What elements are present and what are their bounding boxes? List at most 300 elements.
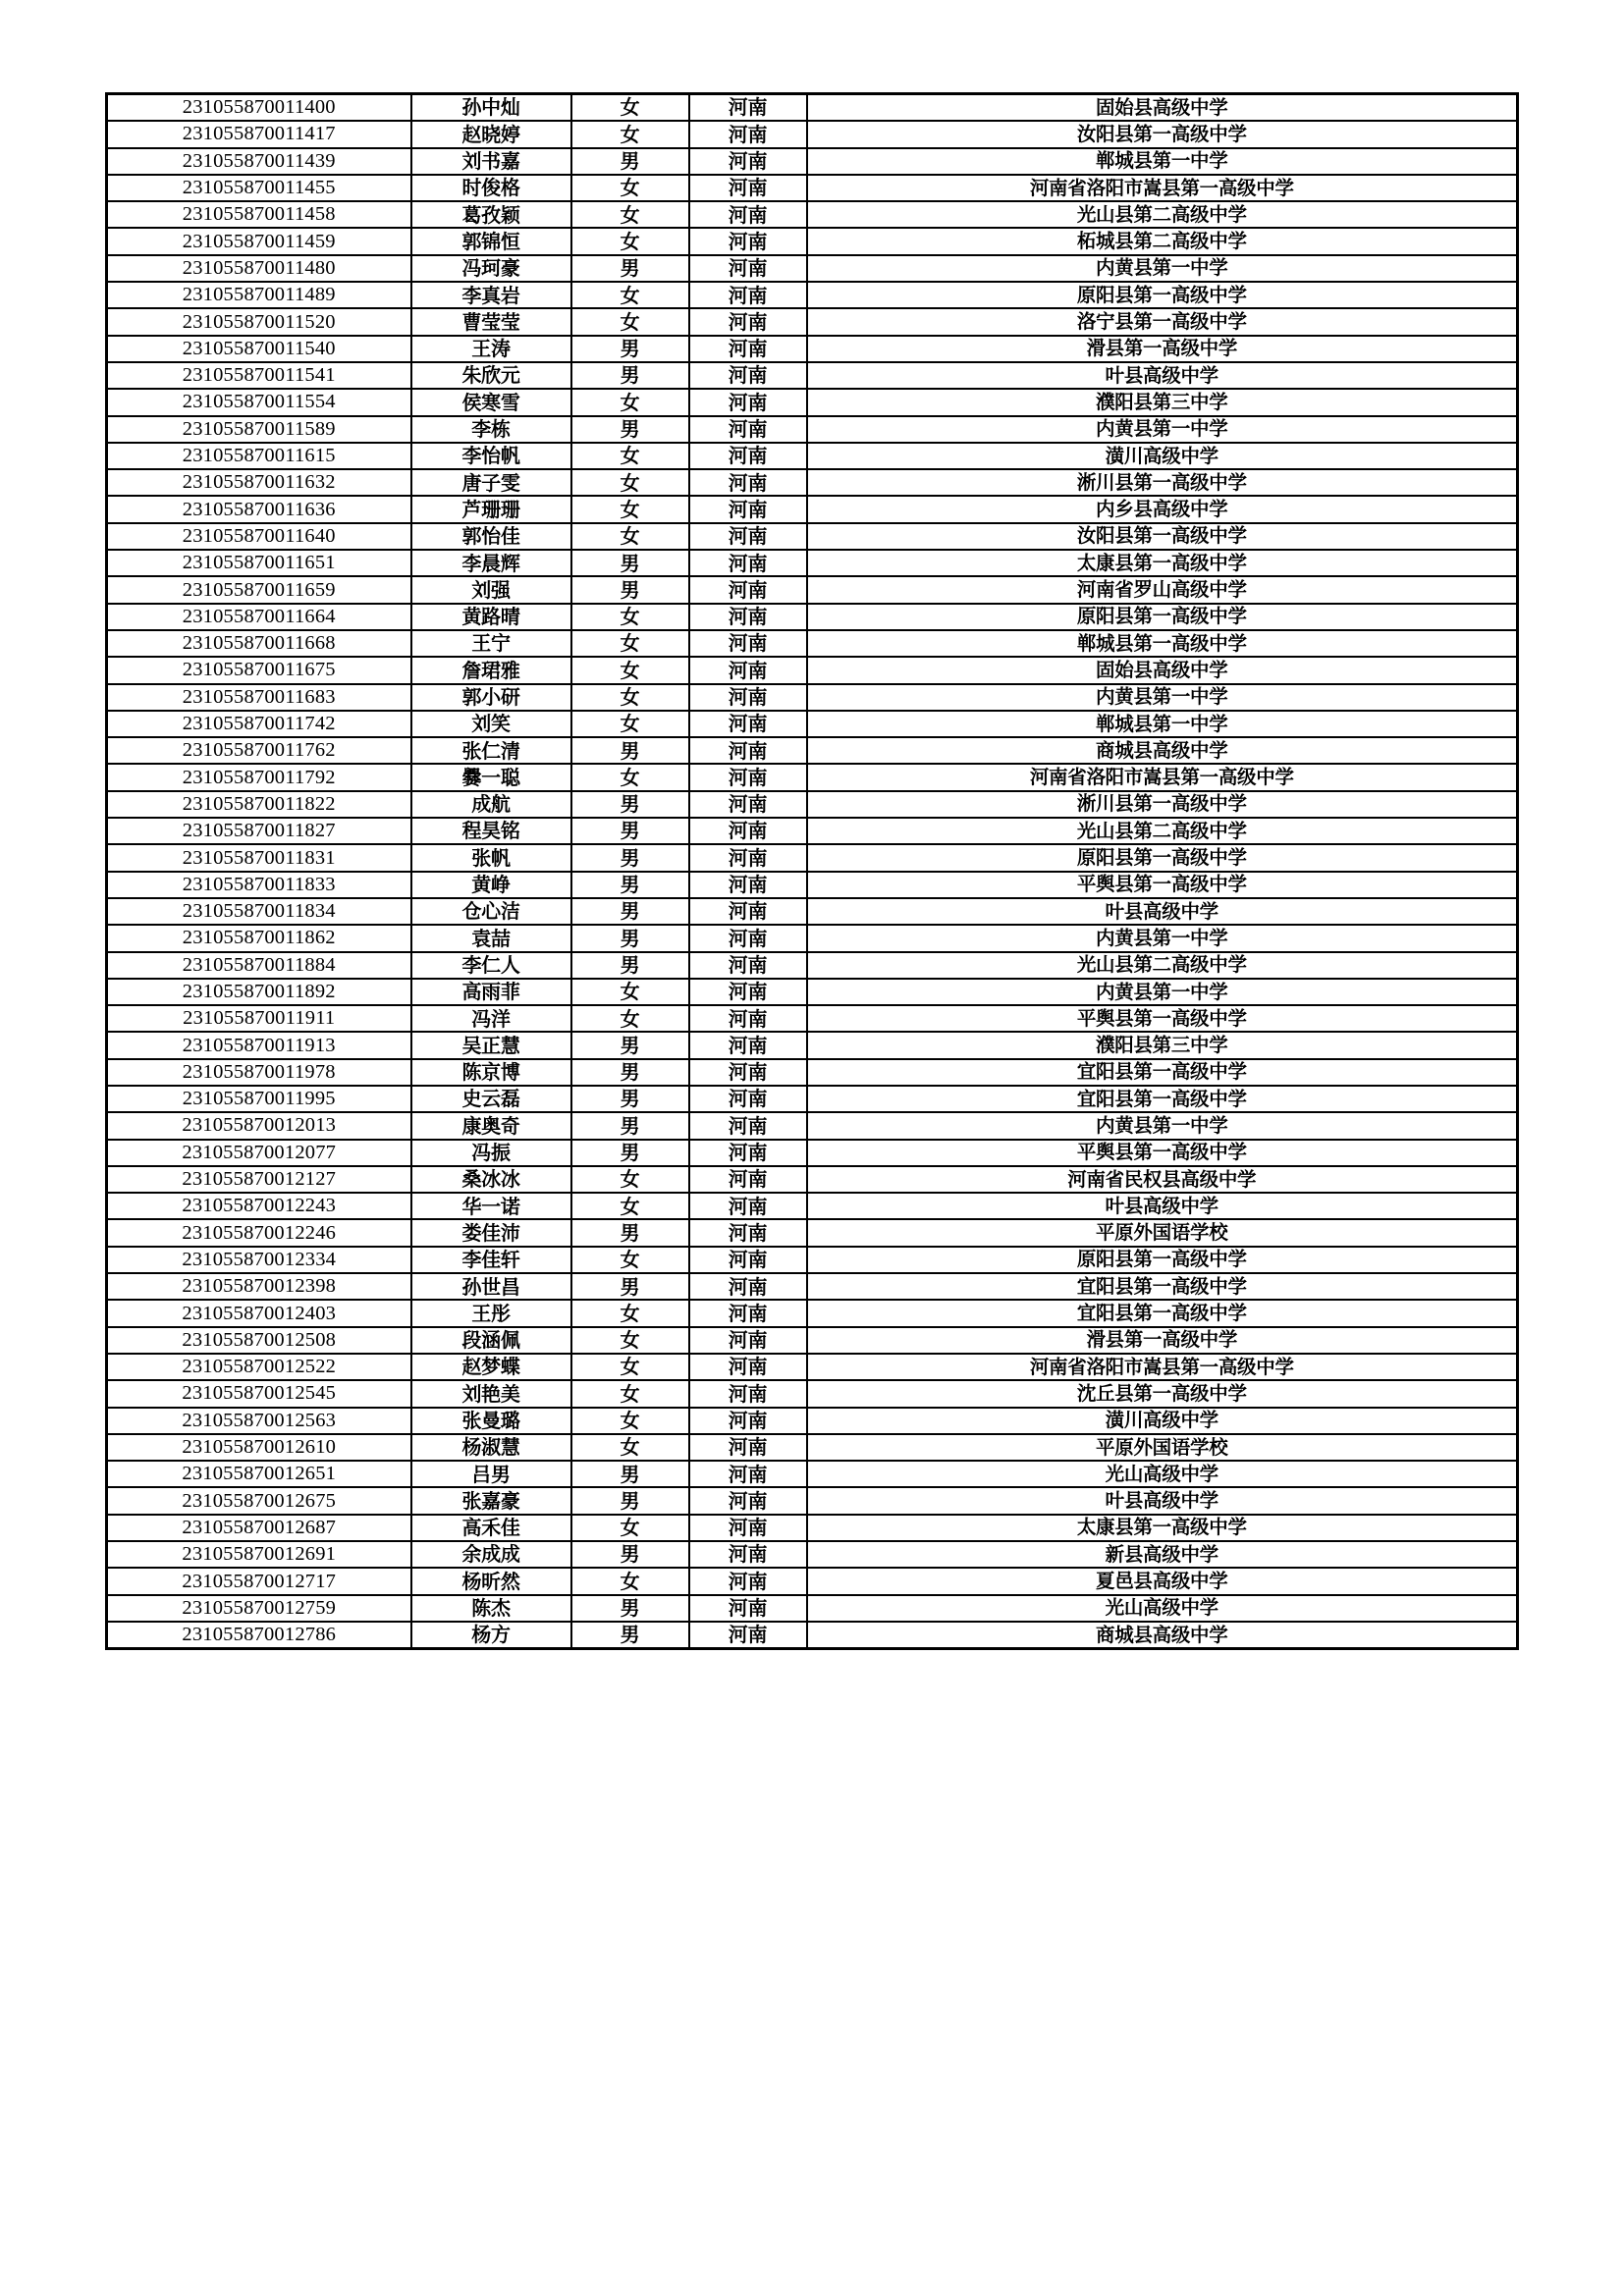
table-row xyxy=(107,496,1518,522)
cell-id: 231055870011636 xyxy=(107,496,411,522)
cell-sex: 女 xyxy=(571,389,689,415)
table-row xyxy=(107,389,1518,415)
cell-school: 固始县高级中学 xyxy=(807,657,1518,683)
cell-id: 231055870011417 xyxy=(107,121,411,147)
cell-sex: 男 xyxy=(571,1140,689,1166)
table-row xyxy=(107,1005,1518,1032)
cell-province: 河南 xyxy=(689,630,807,657)
cell-name: 刘艳美 xyxy=(411,1380,571,1407)
cell-sex: 男 xyxy=(571,1487,689,1514)
cell-sex: 男 xyxy=(571,148,689,175)
cell-school: 柘城县第二高级中学 xyxy=(807,228,1518,254)
cell-province: 河南 xyxy=(689,844,807,871)
cell-name: 杨昕然 xyxy=(411,1568,571,1594)
cell-id: 231055870011831 xyxy=(107,844,411,871)
cell-province: 河南 xyxy=(689,336,807,362)
cell-province: 河南 xyxy=(689,1380,807,1407)
cell-id: 231055870011762 xyxy=(107,737,411,764)
table-row xyxy=(107,711,1518,737)
cell-name: 李栋 xyxy=(411,416,571,443)
table-row xyxy=(107,1300,1518,1326)
table-row xyxy=(107,255,1518,282)
cell-name: 李仁人 xyxy=(411,952,571,979)
cell-school: 光山高级中学 xyxy=(807,1461,1518,1487)
cell-school: 光山县第二高级中学 xyxy=(807,818,1518,844)
table-row xyxy=(107,1380,1518,1407)
cell-sex: 女 xyxy=(571,496,689,522)
table-row xyxy=(107,1434,1518,1461)
table-row xyxy=(107,175,1518,201)
cell-province: 河南 xyxy=(689,657,807,683)
cell-sex: 男 xyxy=(571,550,689,576)
cell-school: 新县高级中学 xyxy=(807,1541,1518,1568)
cell-name: 冯振 xyxy=(411,1140,571,1166)
cell-sex: 男 xyxy=(571,362,689,389)
cell-province: 河南 xyxy=(689,1568,807,1594)
cell-id: 231055870011541 xyxy=(107,362,411,389)
cell-sex: 女 xyxy=(571,630,689,657)
table-row xyxy=(107,1166,1518,1193)
cell-province: 河南 xyxy=(689,925,807,951)
table-row xyxy=(107,1408,1518,1434)
cell-sex: 男 xyxy=(571,818,689,844)
table-row xyxy=(107,1461,1518,1487)
cell-id: 231055870012675 xyxy=(107,1487,411,1514)
cell-id: 231055870012563 xyxy=(107,1408,411,1434)
cell-school: 河南省洛阳市嵩县第一高级中学 xyxy=(807,175,1518,201)
cell-sex: 女 xyxy=(571,469,689,496)
table-row xyxy=(107,952,1518,979)
cell-name: 袁喆 xyxy=(411,925,571,951)
cell-name: 李晨辉 xyxy=(411,550,571,576)
cell-province: 河南 xyxy=(689,1487,807,1514)
cell-name: 黄峥 xyxy=(411,872,571,898)
table-row xyxy=(107,1487,1518,1514)
cell-name: 赵晓婷 xyxy=(411,121,571,147)
cell-school: 河南省罗山高级中学 xyxy=(807,576,1518,603)
cell-school: 叶县高级中学 xyxy=(807,1487,1518,1514)
cell-sex: 女 xyxy=(571,443,689,469)
cell-school: 内黄县第一中学 xyxy=(807,416,1518,443)
cell-province: 河南 xyxy=(689,523,807,550)
cell-province: 河南 xyxy=(689,389,807,415)
cell-school: 郸城县第一中学 xyxy=(807,148,1518,175)
cell-name: 孙中灿 xyxy=(411,94,571,122)
cell-sex: 男 xyxy=(571,898,689,925)
cell-sex: 女 xyxy=(571,1005,689,1032)
cell-province: 河南 xyxy=(689,737,807,764)
cell-school: 宜阳县第一高级中学 xyxy=(807,1300,1518,1326)
cell-province: 河南 xyxy=(689,1086,807,1112)
cell-id: 231055870012610 xyxy=(107,1434,411,1461)
table-row xyxy=(107,1032,1518,1058)
cell-school: 光山县第二高级中学 xyxy=(807,952,1518,979)
cell-name: 孙世昌 xyxy=(411,1273,571,1300)
cell-id: 231055870011651 xyxy=(107,550,411,576)
cell-province: 河南 xyxy=(689,1434,807,1461)
cell-province: 河南 xyxy=(689,898,807,925)
cell-name: 李佳轩 xyxy=(411,1247,571,1273)
cell-sex: 女 xyxy=(571,1327,689,1354)
cell-province: 河南 xyxy=(689,496,807,522)
cell-id: 231055870012246 xyxy=(107,1219,411,1246)
cell-school: 河南省民权县高级中学 xyxy=(807,1166,1518,1193)
cell-name: 华一诺 xyxy=(411,1193,571,1219)
cell-id: 231055870011659 xyxy=(107,576,411,603)
cell-name: 段涵佩 xyxy=(411,1327,571,1354)
cell-sex: 男 xyxy=(571,1595,689,1622)
cell-province: 河南 xyxy=(689,121,807,147)
cell-id: 231055870012786 xyxy=(107,1622,411,1649)
cell-name: 史云磊 xyxy=(411,1086,571,1112)
table-row xyxy=(107,121,1518,147)
cell-name: 张嘉豪 xyxy=(411,1487,571,1514)
table-row xyxy=(107,872,1518,898)
cell-sex: 女 xyxy=(571,1193,689,1219)
cell-name: 娄佳沛 xyxy=(411,1219,571,1246)
cell-name: 刘强 xyxy=(411,576,571,603)
table-row xyxy=(107,1140,1518,1166)
table-row xyxy=(107,1568,1518,1594)
cell-school: 叶县高级中学 xyxy=(807,898,1518,925)
cell-sex: 男 xyxy=(571,844,689,871)
cell-name: 黄路晴 xyxy=(411,604,571,630)
cell-sex: 男 xyxy=(571,1461,689,1487)
cell-name: 陈京博 xyxy=(411,1059,571,1086)
cell-sex: 男 xyxy=(571,952,689,979)
cell-sex: 女 xyxy=(571,282,689,308)
table-row xyxy=(107,1059,1518,1086)
table-row xyxy=(107,1622,1518,1649)
cell-id: 231055870011400 xyxy=(107,94,411,122)
cell-sex: 男 xyxy=(571,1219,689,1246)
table-row xyxy=(107,818,1518,844)
cell-province: 河南 xyxy=(689,1595,807,1622)
cell-id: 231055870012508 xyxy=(107,1327,411,1354)
cell-school: 内黄县第一中学 xyxy=(807,925,1518,951)
cell-province: 河南 xyxy=(689,201,807,228)
cell-name: 葛孜颖 xyxy=(411,201,571,228)
cell-sex: 男 xyxy=(571,1059,689,1086)
table-row xyxy=(107,443,1518,469)
cell-province: 河南 xyxy=(689,362,807,389)
table-row xyxy=(107,764,1518,790)
cell-sex: 女 xyxy=(571,228,689,254)
cell-id: 231055870011913 xyxy=(107,1032,411,1058)
cell-name: 桑冰冰 xyxy=(411,1166,571,1193)
cell-school: 平原外国语学校 xyxy=(807,1434,1518,1461)
cell-province: 河南 xyxy=(689,979,807,1005)
cell-name: 余成成 xyxy=(411,1541,571,1568)
cell-sex: 男 xyxy=(571,791,689,818)
cell-school: 河南省洛阳市嵩县第一高级中学 xyxy=(807,1354,1518,1380)
cell-id: 231055870012403 xyxy=(107,1300,411,1326)
cell-id: 231055870012691 xyxy=(107,1541,411,1568)
cell-id: 231055870011742 xyxy=(107,711,411,737)
cell-school: 河南省洛阳市嵩县第一高级中学 xyxy=(807,764,1518,790)
cell-school: 原阳县第一高级中学 xyxy=(807,1247,1518,1273)
cell-sex: 女 xyxy=(571,1354,689,1380)
cell-sex: 女 xyxy=(571,121,689,147)
cell-school: 郸城县第一高级中学 xyxy=(807,630,1518,657)
cell-id: 231055870011632 xyxy=(107,469,411,496)
cell-id: 231055870012243 xyxy=(107,1193,411,1219)
cell-school: 潢川高级中学 xyxy=(807,1408,1518,1434)
cell-name: 王涛 xyxy=(411,336,571,362)
table-row xyxy=(107,737,1518,764)
cell-province: 河南 xyxy=(689,282,807,308)
cell-school: 固始县高级中学 xyxy=(807,94,1518,122)
cell-id: 231055870011664 xyxy=(107,604,411,630)
cell-id: 231055870011862 xyxy=(107,925,411,951)
table-row xyxy=(107,1354,1518,1380)
cell-id: 231055870011833 xyxy=(107,872,411,898)
table-row xyxy=(107,1595,1518,1622)
roster-table-body xyxy=(107,94,1518,1649)
cell-school: 内黄县第一中学 xyxy=(807,684,1518,711)
cell-province: 河南 xyxy=(689,952,807,979)
table-row xyxy=(107,1515,1518,1541)
cell-id: 231055870011589 xyxy=(107,416,411,443)
table-row xyxy=(107,336,1518,362)
table-row xyxy=(107,1273,1518,1300)
cell-name: 高雨菲 xyxy=(411,979,571,1005)
cell-school: 平舆县第一高级中学 xyxy=(807,872,1518,898)
cell-id: 231055870011683 xyxy=(107,684,411,711)
cell-id: 231055870011520 xyxy=(107,308,411,335)
roster-table-container xyxy=(105,92,1516,1650)
table-row xyxy=(107,550,1518,576)
table-row xyxy=(107,684,1518,711)
cell-school: 汝阳县第一高级中学 xyxy=(807,121,1518,147)
cell-id: 231055870011995 xyxy=(107,1086,411,1112)
cell-sex: 女 xyxy=(571,1515,689,1541)
cell-province: 河南 xyxy=(689,416,807,443)
table-row xyxy=(107,1086,1518,1112)
cell-name: 李怡帆 xyxy=(411,443,571,469)
table-row xyxy=(107,604,1518,630)
cell-name: 郭怡佳 xyxy=(411,523,571,550)
cell-id: 231055870011827 xyxy=(107,818,411,844)
cell-sex: 女 xyxy=(571,1408,689,1434)
cell-name: 张帆 xyxy=(411,844,571,871)
cell-id: 231055870011668 xyxy=(107,630,411,657)
cell-id: 231055870011455 xyxy=(107,175,411,201)
cell-school: 郸城县第一中学 xyxy=(807,711,1518,737)
cell-sex: 女 xyxy=(571,523,689,550)
cell-sex: 女 xyxy=(571,657,689,683)
cell-province: 河南 xyxy=(689,1193,807,1219)
cell-school: 平舆县第一高级中学 xyxy=(807,1005,1518,1032)
table-row xyxy=(107,925,1518,951)
cell-province: 河南 xyxy=(689,872,807,898)
cell-name: 郭锦恒 xyxy=(411,228,571,254)
cell-school: 光山高级中学 xyxy=(807,1595,1518,1622)
cell-school: 太康县第一高级中学 xyxy=(807,1515,1518,1541)
cell-school: 原阳县第一高级中学 xyxy=(807,604,1518,630)
cell-id: 231055870011978 xyxy=(107,1059,411,1086)
cell-sex: 男 xyxy=(571,1273,689,1300)
cell-sex: 女 xyxy=(571,764,689,790)
cell-sex: 男 xyxy=(571,416,689,443)
cell-province: 河南 xyxy=(689,1219,807,1246)
cell-province: 河南 xyxy=(689,1032,807,1058)
cell-id: 231055870012717 xyxy=(107,1568,411,1594)
cell-name: 李真岩 xyxy=(411,282,571,308)
cell-province: 河南 xyxy=(689,576,807,603)
cell-name: 朱欣元 xyxy=(411,362,571,389)
cell-school: 濮阳县第三中学 xyxy=(807,389,1518,415)
cell-sex: 女 xyxy=(571,201,689,228)
cell-school: 内黄县第一中学 xyxy=(807,979,1518,1005)
cell-name: 刘书嘉 xyxy=(411,148,571,175)
roster-table xyxy=(105,92,1519,1650)
cell-province: 河南 xyxy=(689,469,807,496)
cell-school: 滑县第一高级中学 xyxy=(807,1327,1518,1354)
cell-province: 河南 xyxy=(689,228,807,254)
cell-name: 侯寒雪 xyxy=(411,389,571,415)
table-row xyxy=(107,1193,1518,1219)
cell-name: 芦珊珊 xyxy=(411,496,571,522)
cell-school: 滑县第一高级中学 xyxy=(807,336,1518,362)
table-row xyxy=(107,201,1518,228)
cell-sex: 女 xyxy=(571,1166,689,1193)
cell-sex: 男 xyxy=(571,336,689,362)
cell-id: 231055870011911 xyxy=(107,1005,411,1032)
cell-id: 231055870011675 xyxy=(107,657,411,683)
cell-name: 吕男 xyxy=(411,1461,571,1487)
cell-name: 冯珂豪 xyxy=(411,255,571,282)
cell-name: 詹珺雅 xyxy=(411,657,571,683)
cell-id: 231055870011884 xyxy=(107,952,411,979)
cell-sex: 女 xyxy=(571,711,689,737)
cell-province: 河南 xyxy=(689,818,807,844)
table-row xyxy=(107,1247,1518,1273)
cell-name: 曹莹莹 xyxy=(411,308,571,335)
cell-name: 赵梦蝶 xyxy=(411,1354,571,1380)
cell-id: 231055870011480 xyxy=(107,255,411,282)
table-row xyxy=(107,94,1518,122)
cell-sex: 男 xyxy=(571,925,689,951)
table-row xyxy=(107,1219,1518,1246)
cell-name: 郭小研 xyxy=(411,684,571,711)
cell-name: 吴正慧 xyxy=(411,1032,571,1058)
cell-name: 成航 xyxy=(411,791,571,818)
cell-sex: 女 xyxy=(571,1568,689,1594)
cell-province: 河南 xyxy=(689,604,807,630)
cell-name: 刘笑 xyxy=(411,711,571,737)
cell-province: 河南 xyxy=(689,1541,807,1568)
cell-sex: 女 xyxy=(571,94,689,122)
cell-sex: 女 xyxy=(571,1300,689,1326)
cell-school: 淅川县第一高级中学 xyxy=(807,791,1518,818)
cell-school: 商城县高级中学 xyxy=(807,1622,1518,1649)
cell-school: 沈丘县第一高级中学 xyxy=(807,1380,1518,1407)
cell-sex: 女 xyxy=(571,308,689,335)
cell-sex: 女 xyxy=(571,1380,689,1407)
cell-id: 231055870011640 xyxy=(107,523,411,550)
cell-id: 231055870011615 xyxy=(107,443,411,469)
cell-sex: 男 xyxy=(571,1622,689,1649)
table-row xyxy=(107,148,1518,175)
cell-id: 231055870012334 xyxy=(107,1247,411,1273)
cell-school: 平原外国语学校 xyxy=(807,1219,1518,1246)
cell-province: 河南 xyxy=(689,791,807,818)
cell-province: 河南 xyxy=(689,1408,807,1434)
cell-id: 231055870011458 xyxy=(107,201,411,228)
cell-id: 231055870011822 xyxy=(107,791,411,818)
table-row xyxy=(107,1327,1518,1354)
cell-province: 河南 xyxy=(689,1166,807,1193)
cell-school: 汝阳县第一高级中学 xyxy=(807,523,1518,550)
cell-school: 宜阳县第一高级中学 xyxy=(807,1086,1518,1112)
cell-school: 原阳县第一高级中学 xyxy=(807,844,1518,871)
table-row xyxy=(107,416,1518,443)
cell-name: 张曼璐 xyxy=(411,1408,571,1434)
cell-province: 河南 xyxy=(689,1300,807,1326)
cell-province: 河南 xyxy=(689,1112,807,1139)
cell-id: 231055870011554 xyxy=(107,389,411,415)
cell-sex: 女 xyxy=(571,684,689,711)
cell-id: 231055870012545 xyxy=(107,1380,411,1407)
cell-id: 231055870012651 xyxy=(107,1461,411,1487)
cell-province: 河南 xyxy=(689,308,807,335)
cell-province: 河南 xyxy=(689,711,807,737)
cell-province: 河南 xyxy=(689,1354,807,1380)
cell-id: 231055870011489 xyxy=(107,282,411,308)
table-row xyxy=(107,362,1518,389)
cell-province: 河南 xyxy=(689,1140,807,1166)
cell-name: 冯洋 xyxy=(411,1005,571,1032)
cell-id: 231055870011439 xyxy=(107,148,411,175)
table-row xyxy=(107,282,1518,308)
cell-name: 时俊格 xyxy=(411,175,571,201)
cell-name: 程昊铭 xyxy=(411,818,571,844)
table-row xyxy=(107,576,1518,603)
cell-school: 潢川高级中学 xyxy=(807,443,1518,469)
cell-name: 王宁 xyxy=(411,630,571,657)
cell-province: 河南 xyxy=(689,443,807,469)
cell-name: 爨一聪 xyxy=(411,764,571,790)
cell-sex: 男 xyxy=(571,1086,689,1112)
cell-sex: 男 xyxy=(571,1112,689,1139)
table-row xyxy=(107,1541,1518,1568)
cell-id: 231055870012013 xyxy=(107,1112,411,1139)
table-row xyxy=(107,1112,1518,1139)
cell-school: 光山县第二高级中学 xyxy=(807,201,1518,228)
cell-province: 河南 xyxy=(689,1005,807,1032)
cell-school: 原阳县第一高级中学 xyxy=(807,282,1518,308)
cell-sex: 女 xyxy=(571,1434,689,1461)
cell-school: 商城县高级中学 xyxy=(807,737,1518,764)
cell-id: 231055870012687 xyxy=(107,1515,411,1541)
cell-sex: 女 xyxy=(571,1247,689,1273)
cell-id: 231055870012522 xyxy=(107,1354,411,1380)
cell-id: 231055870011540 xyxy=(107,336,411,362)
cell-province: 河南 xyxy=(689,94,807,122)
table-row xyxy=(107,308,1518,335)
cell-school: 夏邑县高级中学 xyxy=(807,1568,1518,1594)
table-row xyxy=(107,228,1518,254)
cell-school: 平舆县第一高级中学 xyxy=(807,1140,1518,1166)
cell-id: 231055870011892 xyxy=(107,979,411,1005)
cell-id: 231055870012077 xyxy=(107,1140,411,1166)
cell-province: 河南 xyxy=(689,1059,807,1086)
cell-name: 杨方 xyxy=(411,1622,571,1649)
cell-name: 唐子雯 xyxy=(411,469,571,496)
cell-name: 高禾佳 xyxy=(411,1515,571,1541)
cell-school: 洛宁县第一高级中学 xyxy=(807,308,1518,335)
